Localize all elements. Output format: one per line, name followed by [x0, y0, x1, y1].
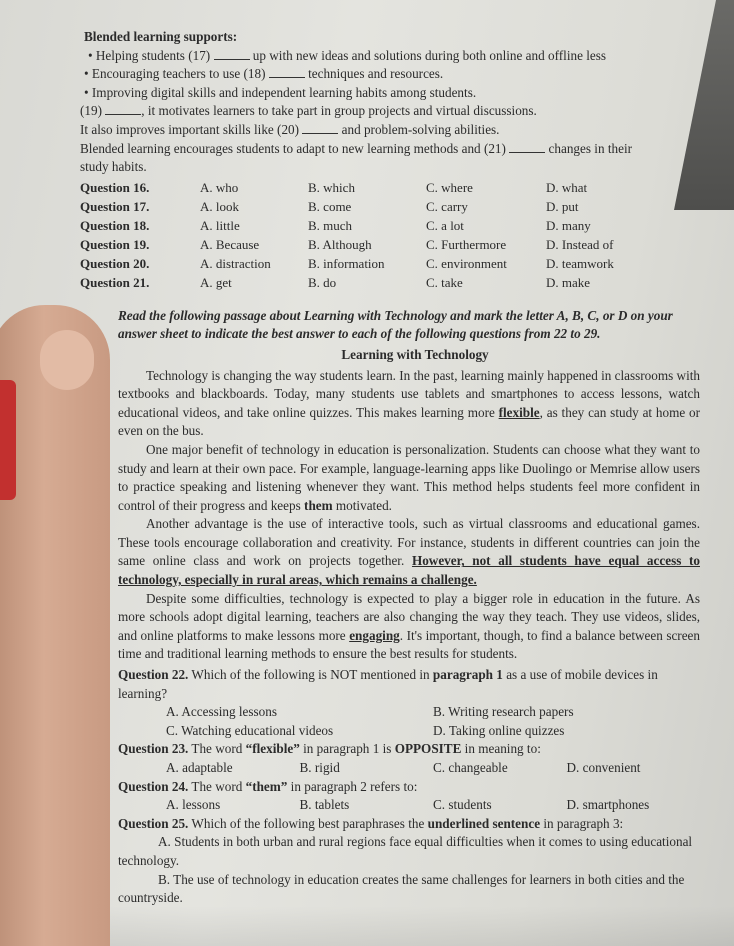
word-them: them	[304, 497, 333, 513]
table-row: Question 17. A. look B. come C. carry D. put	[80, 198, 579, 214]
q25-option-b[interactable]: B. The use of technology in education creates the same challenges for learners in both cities and the countryside.	[118, 871, 685, 906]
table-row: Question 18. A. little B. much C. a lot D. many	[80, 217, 591, 233]
q24-option-d[interactable]: D. smartphones	[566, 797, 650, 813]
passage-title: Learning with Technology	[341, 346, 489, 362]
q23-option-d[interactable]: D. convenient	[566, 760, 641, 775]
paragraph-2: One major benefit of technology in education is personalization. Students can choose what they want to study and learn at their own pace. For example, language-learning apps like Duolingo or Memrise allow users to practice speaking and listening whenever they want. This method helps students feel more confident in control of their progress and keeps them motivated.	[118, 441, 700, 513]
paragraph-1: Technology is changing the way students learn. In the past, learning mainly happened in classrooms with textbooks and blackboards. Today, many students use tablets and smartphones to access lessons, watch educational videos, and take online quizzes. This makes learning more flexible, as they can study at home or even on the bus.	[118, 367, 700, 439]
q23-option-b[interactable]: B. rigid	[299, 760, 340, 775]
support-bullet-17: • Helping students (17) up with new ideas and solutions during both online and offline less	[88, 47, 607, 63]
q23-options	[166, 759, 700, 778]
gap-21-line: Blended learning encourages students to adapt to new learning methods and (21) changes in their	[80, 140, 633, 156]
word-flexible: flexible	[498, 404, 540, 420]
q25-option-a[interactable]: A. Students in both urban and rural regions face equal difficulties when it comes to using educational technology.	[118, 834, 693, 868]
worksheet-content	[80, 28, 710, 908]
q22-options-row-2	[166, 722, 700, 741]
holding-hand	[0, 305, 110, 946]
q22-option-c[interactable]: C. Watching educational videos	[166, 722, 334, 738]
passage-body	[80, 367, 700, 908]
table-row: Question 19. A. Because B. Although C. Furthermore D. Instead of	[80, 236, 614, 252]
gap-21-continuation: study habits.	[80, 159, 147, 175]
q23-option-c[interactable]: C. changeable	[433, 760, 508, 775]
paragraph-4: Despite some difficulties, technology is expected to play a bigger role in education in the future. As more schools adopt digital learning, teachers are also changing the way they teach. They use videos, slides, and online platforms to make lessons more engaging. It's important, though, to find a balance between screen time and traditional learning methods to ensure the best results for students.	[118, 590, 701, 662]
blank-17	[214, 49, 250, 60]
q22-option-a[interactable]: A. Accessing lessons	[166, 704, 277, 720]
underlined-sentence: However, not all students have equal access to technology, especially in rural areas, which remains a challenge.	[118, 553, 700, 588]
options-table	[80, 179, 614, 293]
word-engaging: engaging	[349, 627, 400, 643]
blank-21	[509, 142, 545, 153]
q24-option-c[interactable]: C. students	[433, 797, 492, 813]
q22-options-row-1	[166, 703, 700, 722]
blank-18	[269, 67, 305, 78]
question-24: Question 24. The word “them” in paragraph 2 refers to:	[118, 778, 418, 794]
page-shadow	[0, 906, 734, 946]
q22-option-d[interactable]: D. Taking online quizzes	[433, 722, 565, 738]
red-sleeve	[0, 380, 16, 500]
table-row: Question 20. A. distraction B. information C. environment D. teamwork	[80, 255, 614, 271]
supports-heading: Blended learning supports:	[84, 29, 238, 44]
support-bullet-3: • Improving digital skills and independent learning habits among students.	[84, 84, 477, 100]
blank-20	[302, 123, 338, 134]
paragraph-3: Another advantage is the use of interactive tools, such as virtual classrooms and educational games. These tools encourage collaboration and creativity. For instance, students in different countries can join the same online class and work on projects together. However, not all students have equal access to technology, especially in rural areas, which remains a challenge.	[118, 516, 700, 588]
q24-option-b[interactable]: B. tablets	[299, 797, 350, 813]
q22-option-b[interactable]: B. Writing research papers	[433, 704, 574, 720]
gap-19-line: (19) , it motivates learners to take part in group projects and virtual discussions.	[80, 103, 537, 119]
question-25: Question 25. Which of the following best paraphrases the underlined sentence in paragraph 3:	[118, 815, 624, 831]
table-row: Question 16. A. who B. which C. where D. what	[80, 179, 588, 195]
support-bullet-18: • Encouraging teachers to use (18) techniques and resources.	[84, 66, 444, 82]
q24-option-a[interactable]: A. lessons	[166, 797, 221, 813]
question-22: Question 22. Which of the following is NOT mentioned in paragraph 1 as a use of mobile devices in learning?	[118, 667, 658, 701]
q23-option-a[interactable]: A. adaptable	[166, 760, 233, 775]
blank-19	[105, 104, 141, 115]
gap-20-line: It also improves important skills like (20) and problem-solving abilities.	[80, 121, 500, 137]
question-23: Question 23. The word “flexible” in paragraph 1 is OPPOSITE in meaning to:	[118, 741, 541, 757]
table-row: Question 21. A. get B. do C. take D. make	[80, 274, 591, 290]
thumb	[40, 330, 94, 390]
reading-instruction: Read the following passage about Learning with Technology and mark the letter A, B, C, or D on your answer sheet to indicate the best answer to each of the following questions from 22 to 29.	[118, 307, 673, 342]
q24-options	[166, 796, 700, 815]
